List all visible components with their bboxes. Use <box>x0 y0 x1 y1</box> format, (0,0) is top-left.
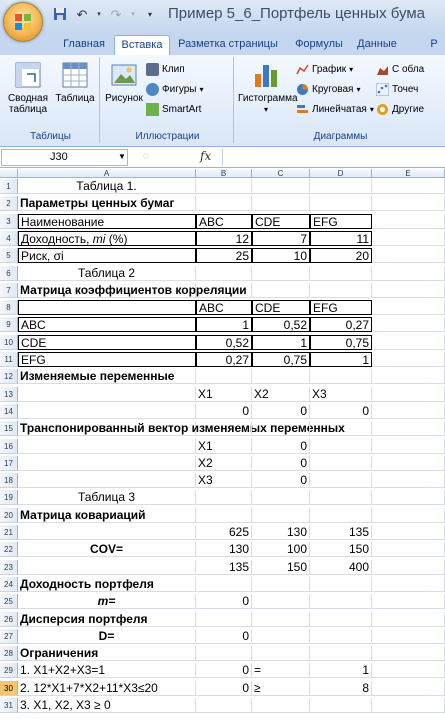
cell-b[interactable] <box>196 196 252 211</box>
cell-e[interactable] <box>372 404 445 419</box>
cell-d[interactable]: 0 <box>310 404 372 419</box>
row-header[interactable]: 21 <box>0 525 18 540</box>
cell-d[interactable]: 11 <box>310 231 372 246</box>
column-header-e[interactable]: E <box>372 169 445 178</box>
cell-c[interactable]: 1 <box>252 335 310 350</box>
cell-c[interactable] <box>252 629 310 644</box>
cell-d[interactable] <box>310 421 372 436</box>
cell-d[interactable] <box>310 646 372 661</box>
cell-d[interactable]: 8 <box>310 681 372 696</box>
ribbon-tabs <box>0 32 445 55</box>
cell-d[interactable] <box>310 196 372 211</box>
cell-a[interactable]: Параметры ценных бумаг <box>18 196 196 211</box>
shapes-icon <box>146 83 159 96</box>
charts-group-label: Диаграммы <box>313 131 368 142</box>
cell-c[interactable]: 150 <box>252 560 310 575</box>
cell-c[interactable]: 130 <box>252 525 310 540</box>
cell-c[interactable] <box>252 577 310 592</box>
tables-group-label: Таблицы <box>30 131 71 142</box>
pivot-table-button[interactable]: Сводная таблица <box>6 60 50 115</box>
cell-c[interactable]: 0,52 <box>252 317 310 332</box>
cell-d[interactable]: EFG <box>310 300 372 315</box>
cell-a[interactable]: 1. X1+X2+X3=1 <box>18 663 196 678</box>
cell-a[interactable]: Транспонированный вектор изменяемых переменных <box>20 421 345 436</box>
ribbon <box>0 55 445 147</box>
tables-group <box>2 57 100 143</box>
cell-c[interactable]: 100 <box>252 542 310 557</box>
row-header[interactable]: 31 <box>0 698 18 713</box>
cell-d[interactable] <box>310 490 372 505</box>
cell-c[interactable]: CDE <box>252 300 310 315</box>
cell-b[interactable]: ABC <box>196 214 252 229</box>
column-header-a[interactable]: A <box>18 169 196 178</box>
smartart-icon <box>146 103 159 116</box>
cell-b[interactable]: 1 <box>196 317 252 332</box>
row-header[interactable]: 18 <box>0 473 18 488</box>
cell-d[interactable] <box>310 612 372 627</box>
cell-a[interactable]: D= <box>18 629 196 644</box>
sheet-row <box>0 214 445 229</box>
cell-a[interactable]: Матрица коэффициентов корреляции <box>20 282 247 297</box>
row-header[interactable]: 28 <box>0 646 18 661</box>
quick-access-toolbar <box>52 7 158 23</box>
sheet-row <box>0 525 445 540</box>
cell-b[interactable] <box>196 421 252 436</box>
cell-e[interactable] <box>372 421 445 436</box>
row-header[interactable]: 24 <box>0 577 18 592</box>
cell-d[interactable] <box>310 473 372 488</box>
cell-d[interactable]: 1 <box>310 663 372 678</box>
cell-c[interactable]: 0 <box>252 404 310 419</box>
sheet-row <box>0 577 445 592</box>
cell-c[interactable]: 10 <box>252 248 310 263</box>
row-header[interactable]: 22 <box>0 542 18 557</box>
area-chart-button[interactable]: С обла <box>376 63 424 76</box>
row-header[interactable]: 8 <box>0 300 18 315</box>
row-header[interactable]: 2 <box>0 196 18 211</box>
sheet-row <box>0 369 445 384</box>
cell-d[interactable]: 20 <box>310 248 372 263</box>
row-header[interactable]: 13 <box>0 387 18 402</box>
cell-b[interactable]: X2 <box>196 456 252 471</box>
table-button[interactable]: Таблица <box>54 60 96 104</box>
sheet-row <box>0 335 445 350</box>
clip-icon <box>146 63 159 76</box>
cell-e[interactable] <box>372 179 445 194</box>
cell-e[interactable] <box>372 456 445 471</box>
row-header[interactable]: 29 <box>0 663 18 678</box>
cell-a[interactable]: 2. 12*X1+7*X2+11*X3≤20 <box>18 681 196 696</box>
cell-b[interactable]: 0 <box>196 663 252 678</box>
cell-a[interactable]: CDE <box>18 335 196 350</box>
row-header[interactable]: 30 <box>0 681 18 696</box>
cell-d[interactable] <box>310 179 372 194</box>
tab-insert[interactable]: Вставка <box>114 35 170 55</box>
cell-c[interactable] <box>252 594 310 609</box>
sheet-row <box>0 456 445 471</box>
cell-d[interactable]: 400 <box>310 560 372 575</box>
undo-icon[interactable]: ↶ <box>76 7 88 22</box>
sheet-row <box>0 612 445 627</box>
cell-b[interactable]: 625 <box>196 525 252 540</box>
cell-e[interactable] <box>372 681 445 696</box>
cell-c[interactable] <box>252 421 310 436</box>
cell-a[interactable]: Наименование <box>18 214 196 229</box>
row-header[interactable]: 26 <box>0 612 18 627</box>
cell-b[interactable] <box>196 266 252 281</box>
cell-a[interactable] <box>18 300 196 315</box>
tab-home[interactable]: Главная <box>63 38 105 50</box>
sheet-row <box>0 283 445 298</box>
cell-e[interactable] <box>372 335 445 350</box>
cell-e[interactable] <box>372 266 445 281</box>
cell-b[interactable] <box>196 283 252 298</box>
table-icon <box>60 60 90 90</box>
row-header[interactable]: 6 <box>0 266 18 281</box>
cell-a[interactable] <box>18 525 196 540</box>
bar-chart-icon <box>296 103 309 116</box>
sheet-row <box>0 231 445 246</box>
cell-b[interactable]: 0 <box>196 594 252 609</box>
pie-chart-icon <box>296 83 309 96</box>
area-chart-icon <box>376 63 389 76</box>
cell-c[interactable]: X2 <box>252 387 310 402</box>
cell-d[interactable] <box>310 283 372 298</box>
cell-c[interactable]: 0,75 <box>252 352 310 367</box>
cell-a[interactable]: 3. X1, X2, X3 ≥ 0 <box>18 698 196 713</box>
other-charts-button[interactable]: Другие <box>376 103 424 116</box>
cell-b[interactable]: 130 <box>196 542 252 557</box>
sheet-row <box>0 508 445 523</box>
row-header[interactable]: 12 <box>0 369 18 384</box>
cell-a[interactable]: Изменяемые переменные <box>18 369 196 384</box>
cell-b[interactable] <box>196 179 252 194</box>
cell-c[interactable]: 0 <box>252 456 310 471</box>
cell-d[interactable]: X3 <box>310 387 372 402</box>
row-header[interactable]: 16 <box>0 439 18 454</box>
save-icon[interactable] <box>52 7 68 23</box>
cell-d[interactable] <box>310 577 372 592</box>
cell-d[interactable]: EFG <box>310 214 372 229</box>
scatter-chart-icon <box>376 83 389 96</box>
cell-e[interactable] <box>372 248 445 263</box>
sheet-row <box>0 196 445 211</box>
cell-a[interactable]: m= <box>18 594 196 609</box>
cell-e[interactable] <box>372 214 445 229</box>
cell-a[interactable]: Доходность портфеля <box>18 577 196 592</box>
cell-e[interactable] <box>372 542 445 557</box>
other-charts-icon <box>376 103 389 116</box>
cell-d[interactable] <box>310 439 372 454</box>
cell-e[interactable] <box>372 387 445 402</box>
cell-e[interactable] <box>372 560 445 575</box>
office-logo-icon <box>13 12 33 32</box>
cell-a[interactable] <box>18 387 196 402</box>
cell-b[interactable]: 12 <box>196 231 252 246</box>
formula-input[interactable] <box>222 149 445 166</box>
line-chart-icon <box>296 63 309 76</box>
row-header[interactable]: 10 <box>0 335 18 350</box>
row-header[interactable]: 3 <box>0 214 18 229</box>
row-header[interactable]: 25 <box>0 594 18 609</box>
select-all-corner[interactable] <box>0 169 18 178</box>
cell-b[interactable] <box>196 369 252 384</box>
cell-c[interactable]: ≥ <box>252 681 310 696</box>
pivot-table-icon <box>13 60 43 90</box>
cell-c[interactable]: 0 <box>252 473 310 488</box>
cell-d[interactable]: 135 <box>310 525 372 540</box>
cell-c[interactable]: CDE <box>252 214 310 229</box>
row-header[interactable]: 19 <box>0 490 18 505</box>
cell-e[interactable] <box>372 594 445 609</box>
column-header-d[interactable]: D <box>310 169 372 178</box>
sheet-row <box>0 300 445 315</box>
cell-c[interactable] <box>252 196 310 211</box>
sheet-row <box>0 266 445 281</box>
office-button[interactable] <box>3 2 43 42</box>
cell-d[interactable] <box>310 456 372 471</box>
cell-a[interactable]: EFG <box>18 352 196 367</box>
cell-b[interactable]: 0,27 <box>196 352 252 367</box>
formula-bar <box>0 148 445 168</box>
cell-b[interactable]: 0 <box>196 404 252 419</box>
cell-b[interactable] <box>196 490 252 505</box>
cell-e[interactable] <box>372 698 445 713</box>
cell-b[interactable]: X1 <box>196 439 252 454</box>
cell-a[interactable] <box>18 404 196 419</box>
name-box[interactable]: J30 <box>1 149 128 166</box>
title-bar <box>0 0 445 32</box>
undo-dropdown-icon[interactable]: ▾ <box>97 11 101 18</box>
cell-d[interactable] <box>310 629 372 644</box>
cell-a[interactable]: ABC <box>18 317 196 332</box>
cell-b[interactable]: X3 <box>196 473 252 488</box>
cell-e[interactable] <box>372 490 445 505</box>
cell-c[interactable]: 0 <box>252 439 310 454</box>
cell-a[interactable]: Ограничения <box>18 646 196 661</box>
cell-e[interactable] <box>372 473 445 488</box>
cell-a[interactable]: Риск, σi <box>18 248 196 263</box>
cell-a[interactable] <box>18 439 196 454</box>
histogram-icon <box>251 60 281 90</box>
cell-b[interactable]: 0 <box>196 681 252 696</box>
cell-e[interactable] <box>372 317 445 332</box>
cell-c[interactable] <box>252 266 310 281</box>
clip-button[interactable]: Клип <box>146 63 185 76</box>
row-header[interactable]: 20 <box>0 508 18 523</box>
cell-e[interactable] <box>372 525 445 540</box>
cell-d[interactable] <box>310 594 372 609</box>
customize-qat-icon[interactable]: ▾ <box>147 10 152 19</box>
cell-b[interactable]: 0 <box>196 629 252 644</box>
formula-bar-expand-icon[interactable]: ◌ <box>142 150 150 162</box>
tab-data[interactable]: Данные <box>357 38 397 50</box>
sheet-row <box>0 646 445 661</box>
cell-e[interactable] <box>372 300 445 315</box>
cell-a[interactable] <box>18 456 196 471</box>
cell-e[interactable] <box>372 508 445 523</box>
cell-d[interactable]: 1 <box>310 352 372 367</box>
sheet-row <box>0 248 445 263</box>
sheet-row <box>0 681 445 696</box>
cell-c[interactable] <box>252 698 310 713</box>
cell-d[interactable]: 0,75 <box>310 335 372 350</box>
cell-d[interactable] <box>310 698 372 713</box>
cell-e[interactable] <box>372 439 445 454</box>
cell-c[interactable] <box>252 508 310 523</box>
tab-formulas[interactable]: Формулы <box>295 38 343 50</box>
cell-e[interactable] <box>372 577 445 592</box>
cell-d[interactable]: 0,27 <box>310 317 372 332</box>
sheet-row <box>0 698 445 713</box>
cell-a[interactable]: Таблица 2 <box>18 266 196 281</box>
sheet-row <box>0 179 445 194</box>
column-headers <box>0 169 445 178</box>
cell-b[interactable]: 135 <box>196 560 252 575</box>
cell-a[interactable]: COV= <box>18 542 196 557</box>
cell-a[interactable]: Таблица 3 <box>18 490 196 505</box>
cell-a[interactable]: Матрица ковариаций <box>18 508 196 523</box>
cell-b[interactable] <box>196 646 252 661</box>
cell-c[interactable] <box>252 646 310 661</box>
redo-icon[interactable]: ↷ <box>110 7 122 22</box>
italic-symbol: mi <box>92 231 106 246</box>
charts-group <box>236 57 445 143</box>
row-header[interactable]: 14 <box>0 404 18 419</box>
cell-a[interactable] <box>18 473 196 488</box>
sheet-row <box>0 490 445 505</box>
row-header[interactable]: 11 <box>0 352 18 367</box>
sheet-row <box>0 542 445 557</box>
window-title: Пример 5_6_Портфель ценных бума <box>168 5 425 22</box>
sheet-row <box>0 594 445 609</box>
row-header[interactable]: 27 <box>0 629 18 644</box>
cell-b[interactable]: 25 <box>196 248 252 263</box>
cell-e[interactable] <box>372 283 445 298</box>
cell-e[interactable] <box>372 369 445 384</box>
cell-c[interactable] <box>252 283 310 298</box>
cell-d[interactable] <box>310 369 372 384</box>
row-header[interactable]: 9 <box>0 317 18 332</box>
redo-dropdown-icon[interactable]: ▾ <box>131 11 135 18</box>
cell-b[interactable] <box>196 577 252 592</box>
cell-a[interactable]: Доходность, mi (%) <box>18 231 196 246</box>
row-header[interactable]: 5 <box>0 248 18 263</box>
cell-a[interactable]: Таблица 1. <box>18 179 196 194</box>
sheet-row <box>0 439 445 454</box>
sheet-row <box>0 352 445 367</box>
illustrations-group <box>102 57 234 143</box>
cell-b[interactable]: ABC <box>196 300 252 315</box>
shapes-button[interactable]: Фигуры ▾ <box>146 83 204 96</box>
sheet-row <box>0 663 445 678</box>
cell-c[interactable]: = <box>252 663 310 678</box>
cell-a[interactable]: Дисперсия портфеля <box>18 612 196 627</box>
cell-d[interactable] <box>310 508 372 523</box>
pie-chart-button[interactable]: Круговая ▾ <box>296 83 360 96</box>
smartart-button[interactable]: SmartArt <box>146 103 201 116</box>
sheet-row <box>0 473 445 488</box>
cell-c[interactable] <box>252 490 310 505</box>
cell-b[interactable]: X1 <box>196 387 252 402</box>
column-header-b[interactable]: B <box>196 169 252 178</box>
bar-chart-button[interactable]: Линейчатая ▾ <box>296 103 374 116</box>
name-box-dropdown-icon[interactable]: ▼ <box>118 152 126 161</box>
row-header[interactable]: 17 <box>0 456 18 471</box>
sheet-row <box>0 560 445 575</box>
sheet-row <box>0 404 445 419</box>
sheet-row <box>0 317 445 332</box>
insert-function-icon[interactable]: fx <box>200 149 212 163</box>
cell-d[interactable] <box>310 266 372 281</box>
row-header[interactable]: 7 <box>0 283 18 298</box>
cell-b[interactable] <box>196 698 252 713</box>
tab-page-layout[interactable]: Разметка страницы <box>178 38 278 50</box>
cell-b[interactable] <box>196 612 252 627</box>
sheet-row <box>0 629 445 644</box>
scatter-chart-button[interactable]: Точеч <box>376 83 418 96</box>
sheet-row <box>0 421 445 436</box>
cell-a[interactable] <box>18 560 196 575</box>
cell-e[interactable] <box>372 196 445 211</box>
row-header[interactable]: 4 <box>0 231 18 246</box>
cell-e[interactable] <box>372 663 445 678</box>
cell-e[interactable] <box>372 612 445 627</box>
row-header[interactable]: 23 <box>0 560 18 575</box>
picture-button[interactable]: Рисунок <box>104 60 144 104</box>
cell-c[interactable] <box>252 369 310 384</box>
cell-e[interactable] <box>372 646 445 661</box>
cell-e[interactable] <box>372 352 445 367</box>
picture-icon <box>109 60 139 90</box>
line-chart-button[interactable]: График ▾ <box>296 63 353 76</box>
column-header-c[interactable]: C <box>252 169 310 178</box>
worksheet <box>0 169 445 722</box>
cell-e[interactable] <box>372 231 445 246</box>
cell-c[interactable]: 7 <box>252 231 310 246</box>
histogram-button[interactable]: Гистограмма ▾ <box>238 60 294 115</box>
row-header[interactable]: 1 <box>0 179 18 194</box>
row-header[interactable]: 15 <box>0 421 18 436</box>
cell-b[interactable] <box>196 508 252 523</box>
cell-d[interactable]: 150 <box>310 542 372 557</box>
cell-c[interactable] <box>252 179 310 194</box>
tab-review[interactable]: Р <box>430 38 438 50</box>
cell-c[interactable] <box>252 612 310 627</box>
sheet-row <box>0 387 445 402</box>
cell-e[interactable] <box>372 629 445 644</box>
cell-b[interactable]: 0,52 <box>196 335 252 350</box>
illustrations-group-label: Иллюстрации <box>135 131 200 142</box>
